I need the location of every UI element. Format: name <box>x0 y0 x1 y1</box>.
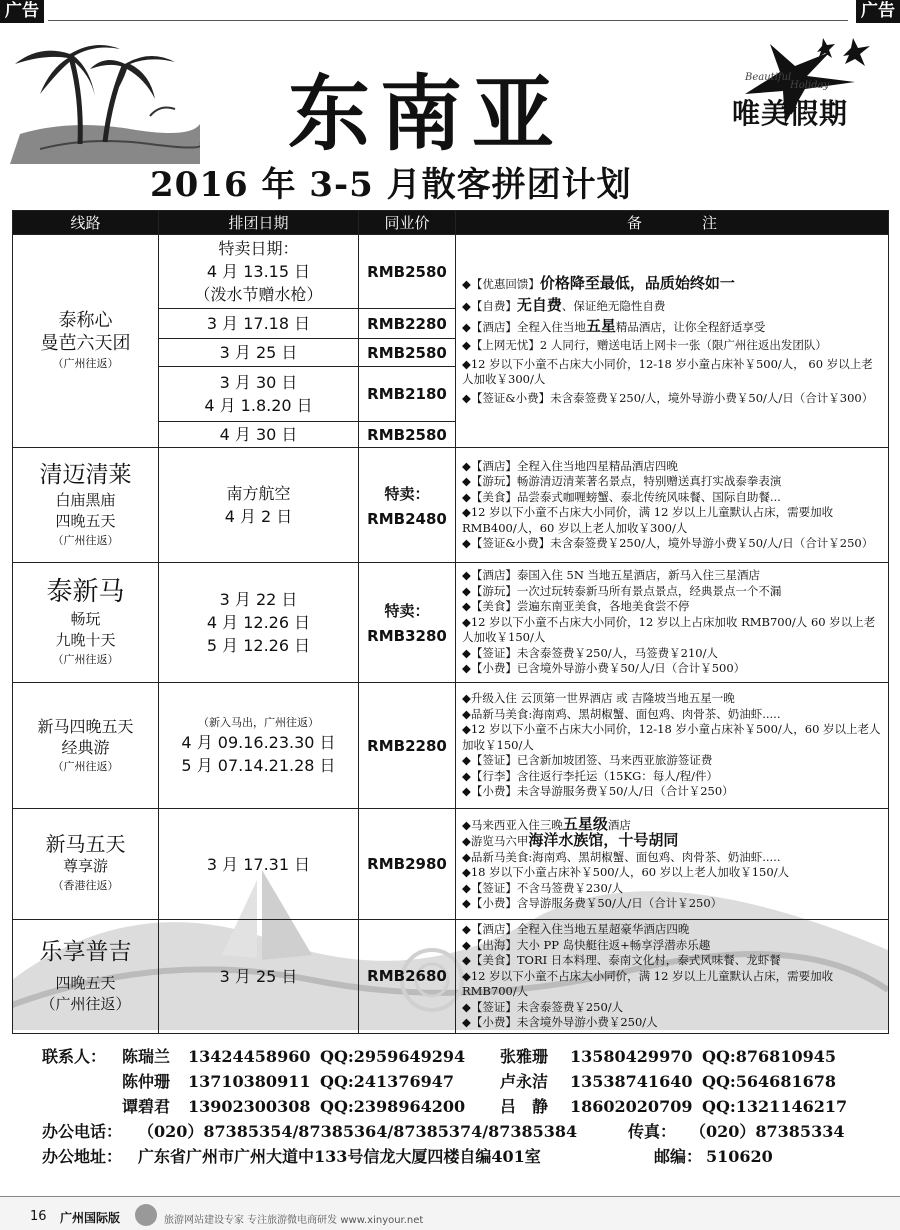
note-line: ◆【小费】未含境外导游小费￥250/人 <box>462 1015 658 1029</box>
note-line: ◆【签证】不含马签费￥230/人 <box>462 880 624 895</box>
price-cell: RMB2980 <box>359 809 456 920</box>
note-line: ◆【小费】未含导游服务费￥50/人/日（合计￥250） <box>462 784 734 799</box>
contact-qq: QQ:241376947 <box>320 1072 454 1091</box>
note-line: ◆【签证&小费】未含泰签费￥250/人，境外导游小费￥50/人/日（合计￥250） <box>462 536 874 550</box>
route-name: 新马四晚五天 <box>37 716 134 736</box>
note-line: ◆【上网无忧】2 人同行，赠送电话上网卡一张（限广州往返出发团队） <box>462 338 827 353</box>
contact-phone: 13538741640 <box>570 1072 693 1091</box>
price-cell <box>359 448 456 563</box>
brand-en-beautiful: Beautiful <box>745 72 792 83</box>
table-row <box>13 448 889 563</box>
note-line: ◆【酒店】全程入住当地五星精品酒店，让你全程舒适享受 <box>462 316 766 335</box>
contact-name: 卢永洁 <box>500 1072 549 1091</box>
contact-phone: 13902300308 <box>188 1097 311 1116</box>
price-cell: RMB2580 <box>359 422 456 448</box>
price-line: 特卖： <box>384 484 430 503</box>
price-cell: RMB2580 <box>359 235 456 309</box>
date-cell <box>159 235 359 309</box>
contact-label: 联系人： <box>42 1047 107 1066</box>
postcode-label: 邮编： <box>654 1147 703 1166</box>
route-name-cell <box>13 235 159 448</box>
address-label: 办公地址： <box>42 1147 123 1166</box>
notes-cell <box>456 235 889 448</box>
note-line: ◆【行李】含往返行李托运（15KG：每人/程/件） <box>462 768 719 783</box>
route-name: 泰称心 <box>58 310 113 331</box>
route-name: 新马五天 <box>45 832 126 856</box>
price-line: RMB3280 <box>367 627 447 645</box>
office-phone-row <box>42 1119 882 1144</box>
ad-label-left: 广告 <box>0 0 44 23</box>
note-line: ◆【签证】未含泰签费￥250/人 <box>462 999 624 1014</box>
note-line: ◆12 岁以下小童不占床大小同价，12 岁以上占床加收 RMB700/人 60 岁以上老人加收￥150/人 <box>462 614 876 645</box>
contact-phone: 13424458960 <box>188 1047 311 1066</box>
note-line: ◆【小费】含导游服务费￥50/人/日（合计￥250） <box>462 896 723 910</box>
header-route: 线路 <box>13 211 159 235</box>
price-cell: RMB2580 <box>359 339 456 367</box>
contact-phone: 13580429970 <box>570 1047 693 1066</box>
route-name: 泰新马 <box>46 577 125 607</box>
note-line: ◆升级入住 云顶第一世界酒店 或 吉隆坡当地五星一晚 <box>462 691 735 706</box>
address: 广东省广州市广州大道中133号信龙大厦四楼自编401室 <box>138 1147 541 1166</box>
note-line: ◆【酒店】全程入住当地四星精品酒店四晚 <box>462 458 678 473</box>
contact-qq: QQ:564681678 <box>702 1072 836 1091</box>
date-line: 特卖日期： <box>218 239 299 258</box>
table-row <box>13 563 889 683</box>
route-origin: （广州往返） <box>40 994 131 1013</box>
route-name-cell <box>13 563 159 683</box>
date-line: 南方航空 <box>226 484 291 503</box>
date-note: （新入马出，广州往返） <box>198 715 319 729</box>
route-origin: （广州往返） <box>52 533 119 547</box>
contact-name: 吕 静 <box>500 1097 549 1116</box>
route-name: 乐享普吉 <box>39 938 132 965</box>
top-divider <box>48 20 848 21</box>
note-line: ◆【自费】无自费、保证绝无隐性自费 <box>462 296 666 315</box>
route-name: 曼芭六天团 <box>40 333 131 354</box>
date-cell: 3 月 17.31 日 <box>159 809 359 920</box>
office-phone-label: 办公电话： <box>42 1122 123 1141</box>
table-row <box>13 235 889 309</box>
office-phone: （020）87385354/87385364/87385374/87385384 <box>138 1122 578 1141</box>
note-line: ◆【酒店】全程入住当地五星超豪华酒店四晚 <box>462 922 690 936</box>
footer-slogan: 旅游网站建设专家 专注旅游微电商研发 www.xinyour.net <box>164 1215 424 1226</box>
contact-phone: 13710380911 <box>188 1072 311 1091</box>
price-cell: RMB2280 <box>359 683 456 809</box>
route-name: 四晚五天 <box>55 973 116 992</box>
route-origin: （广州往返） <box>52 759 119 773</box>
table-row <box>13 920 889 1034</box>
schedule-table <box>12 210 889 1034</box>
note-line: ◆【美食】TORI 日本料理、泰南文化村，泰式风味餐、龙虾餐 <box>462 953 781 967</box>
contact-qq: QQ:876810945 <box>702 1047 836 1066</box>
note-line: ◆【美食】品尝泰式咖喱螃蟹、泰北传统风味餐、国际自助餐... <box>462 489 781 504</box>
contact-name: 陈仲珊 <box>122 1072 171 1091</box>
route-name-cell <box>13 448 159 563</box>
note-line: ◆【酒店】泰国入住 5N 当地五星酒店，新马入住三星酒店 <box>462 568 761 583</box>
table-row <box>13 809 889 920</box>
page-title: 东南亚 <box>288 67 565 162</box>
route-name-cell <box>13 920 159 1034</box>
header-notes: 备 注 <box>456 211 889 235</box>
page-footer <box>0 1196 900 1230</box>
contact-block <box>42 1044 882 1169</box>
date-line: 4 月 1.8.20 日 <box>204 396 313 415</box>
note-line: ◆【签证】已含新加坡团签、马来西亚旅游签证费 <box>462 753 713 768</box>
contact-row <box>42 1094 882 1119</box>
header-price: 同业价 <box>359 211 456 235</box>
contact-name: 陈瑞兰 <box>122 1047 171 1066</box>
price-cell: RMB2180 <box>359 367 456 422</box>
note-line: ◆品新马美食:海南鸡、黑胡椒蟹、面包鸡、肉骨茶、奶油虾..... <box>462 849 781 864</box>
contact-name: 谭碧君 <box>122 1097 171 1116</box>
date-line: 4 月 2 日 <box>224 507 293 526</box>
route-name: 清迈清莱 <box>39 461 132 488</box>
note-line: ◆18 岁以下小童占床补￥500/人，60 岁以上老人加收￥150/人 <box>462 865 790 879</box>
route-name-cell <box>13 683 159 809</box>
note-line: ◆品新马美食:海南鸡、黑胡椒蟹、面包鸡、肉骨茶、奶油虾..... <box>462 706 781 721</box>
table-row <box>13 683 889 809</box>
address-row <box>42 1144 882 1169</box>
route-name: 尊享游 <box>62 857 108 875</box>
note-line: ◆【优惠回馈】价格降至最低，品质始终如一 <box>462 273 735 292</box>
contact-qq: QQ:2959649294 <box>320 1047 466 1066</box>
date-line: （泼水节赠水枪） <box>194 285 323 304</box>
schedule-table-wrap <box>12 210 888 1037</box>
note-line: ◆12 岁以下小童不占床大小同价，12-18 岁小童占床补￥500/人，60 岁以上老人加收￥150/人 <box>462 722 881 752</box>
price-cell: RMB2280 <box>359 309 456 339</box>
footer-seal-icon <box>135 1204 157 1226</box>
header-dates: 排团日期 <box>159 211 359 235</box>
page-subtitle: 2016 年 3-5 月散客拼团计划 <box>150 165 632 205</box>
route-origin: （香港往返） <box>52 879 119 892</box>
note-line: ◆12 岁以下小童不占床大小同价，满 12 岁以上儿童默认占床，需要加收 RMB700/人 <box>462 968 834 998</box>
route-origin: （广州往返） <box>52 357 119 370</box>
date-cell <box>159 448 359 563</box>
date-line: 3 月 22 日 <box>219 590 298 609</box>
note-line: ◆12 岁以下小童不占床大小同价，12-18 岁小童占床补￥500/人， 60 岁以上老人加收￥300/人 <box>462 356 873 387</box>
contact-qq: QQ:1321146217 <box>702 1097 848 1116</box>
note-line: ◆【游玩】一次过玩转泰新马所有景点景点，经典景点一个不漏 <box>462 583 782 598</box>
notes-cell <box>456 809 889 920</box>
notes-cell <box>456 448 889 563</box>
route-name: 经典游 <box>61 737 110 757</box>
page-number: 16 <box>30 1209 47 1224</box>
fax-number: （020）87385334 <box>690 1122 845 1141</box>
notes-cell <box>456 920 889 1034</box>
brand-en-holiday: Holiday <box>790 80 830 91</box>
date-line: 5 月 07.14.21.28 日 <box>181 755 336 775</box>
notes-cell <box>456 683 889 809</box>
contact-qq: QQ:2398964200 <box>320 1097 466 1116</box>
date-line: 3 月 30 日 <box>219 373 298 392</box>
note-line: ◆游览马六甲海洋水族馆，十号胡同 <box>462 831 679 849</box>
note-line: ◆【签证&小费】未含泰签费￥250/人，境外导游小费￥50/人/日（合计￥300） <box>462 390 874 405</box>
note-line: ◆12 岁以下小童不占床大小同价，满 12 岁以上儿童默认占床，需要加收 RMB400/人，60 岁以上老人加收￥300/人 <box>462 505 834 535</box>
note-line: ◆【美食】尝遍东南亚美食，各地美食尝不停 <box>462 599 690 614</box>
contact-phone: 18602020709 <box>570 1097 693 1116</box>
ad-label-right: 广告 <box>856 0 900 23</box>
route-name-cell <box>13 809 159 920</box>
note-line: ◆【出海】大小 PP 岛快艇往返+畅享浮潜赤乐趣 <box>462 937 711 952</box>
contact-row <box>42 1069 882 1094</box>
date-line: 5 月 12.26 日 <box>206 636 311 655</box>
route-name: 白庙黑庙 <box>55 490 116 509</box>
price-line: RMB2480 <box>367 509 447 528</box>
date-line: 4 月 09.16.23.30 日 <box>181 732 336 752</box>
fax-label: 传真： <box>628 1122 677 1141</box>
date-cell: 3 月 25 日 <box>159 339 359 367</box>
date-cell: 3 月 17.18 日 <box>159 309 359 339</box>
price-cell: RMB2680 <box>359 920 456 1034</box>
date-cell: 3 月 25 日 <box>159 920 359 1034</box>
note-line: ◆【游玩】畅游清迈清莱著名景点，特别赠送真打实战泰拳表演 <box>462 474 782 488</box>
contact-row <box>42 1044 882 1069</box>
note-line: ◆【小费】已含境外导游小费￥50/人/日（合计￥500） <box>462 661 746 676</box>
note-line: ◆马来西亚入住三晚五星级酒店 <box>462 814 631 833</box>
section-name: 广州国际版 <box>60 1211 121 1225</box>
table-header-row <box>13 211 889 235</box>
contact-name: 张雅珊 <box>500 1047 549 1066</box>
date-cell <box>159 683 359 809</box>
postcode: 510620 <box>706 1147 773 1166</box>
date-line: 4 月 12.26 日 <box>206 613 311 632</box>
date-line: 4 月 13.15 日 <box>206 262 311 281</box>
date-cell <box>159 367 359 422</box>
route-origin: （广州往返） <box>52 653 119 666</box>
route-name: 畅玩 <box>70 610 101 628</box>
route-name: 四晚五天 <box>55 511 116 530</box>
note-line: ◆【签证】未含泰签费￥250/人，马签费￥210/人 <box>462 645 718 660</box>
route-name: 九晚十天 <box>55 631 116 649</box>
date-cell <box>159 563 359 683</box>
price-cell <box>359 563 456 683</box>
notes-cell <box>456 563 889 683</box>
brand-name: 唯美假期 <box>732 97 849 130</box>
date-cell: 4 月 30 日 <box>159 422 359 448</box>
price-line: 特卖： <box>384 602 430 620</box>
palm-tree-illustration <box>10 24 200 164</box>
